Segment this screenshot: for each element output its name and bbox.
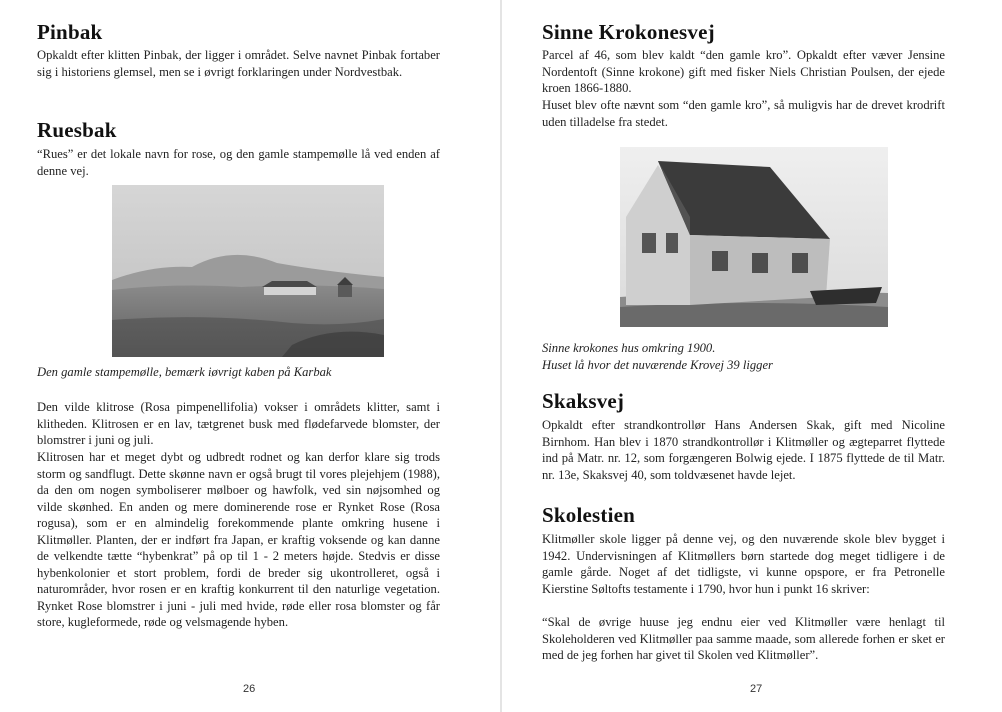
section-title-ruesbak: Ruesbak: [37, 118, 117, 142]
section-text-sinne-krokonesvej-2: Huset blev ofte nævnt som “den gamle kro”, så muligvis har de drevet krodrift uden tilladelse fra stedet.: [542, 98, 945, 129]
section-title-sinne-krokonesvej: Sinne Krokonesvej: [542, 20, 715, 44]
page-number-left: 26: [243, 683, 256, 695]
section-text-skolestien-1: Klitmøller skole ligger på denne vej, og den nuværende skole blev bygget i 1942. Undervisningen af Klitmøllers børn startede dog meget tidligere i de gamle gårde. Noget af det tidligste, vi kunne opspore, er fra Petronelle Kierstine Søltofts testamente i 1790, hvor hun i punkt 16 skriver:: [542, 532, 945, 596]
section-text-ruesbak: “Rues” er det lokale navn for rose, og den gamle stampemølle lå ved enden af denne vej.: [37, 147, 440, 178]
section-title-pinbak: Pinbak: [37, 20, 103, 44]
section-text-sinne-krokonesvej-1: Parcel af 46, som blev kaldt “den gamle kro”. Opkaldt efter væver Jensine Nordentoft (Sinne krokone) gift med fisker Niels Christian Poulsen, der ejede kroen 1866-1880.: [542, 48, 945, 95]
section-text-skolestien-2: “Skal de øvrige huuse jeg endnu eier ved Klitmøller være henlagt til Skoleholderen ved Klitmøller paa samme maade, som allerede forhen er sket er med de jeg forhen har givet til Skolen ved Klitmøller”.: [542, 615, 945, 662]
photo-sinne-krokones-hus: [620, 147, 888, 327]
photo-caption-line-2: Huset lå hvor det nuværende Krovej 39 ligger: [542, 358, 773, 372]
section-text-pinbak: Opkaldt efter klitten Pinbak, der ligger i området. Selve navnet Pinbak fortaber sig i historiens glemsel, men se i øvrigt forklaringen under Nordvestbak.: [37, 48, 440, 79]
body-paragraph-1: Den vilde klitrose (Rosa pimpenellifolia) vokser i områdets klitter, samt i klitheden. Klitrosen er en lav, tætgrenet busk med flødefarvede blomster, der blomstrer i juni og juli.: [37, 400, 440, 447]
section-text-skaksvej: Opkaldt efter strandkontrollør Hans Andersen Skak, gift med Nicoline Birnhom. Han blev i 1870 strandkontrollør i Klitmøller og ægteparret flyttede ind på Matr. nr. 12, som forgængeren Bolwig ejede. I 1875 flyttede de til Matr. nr. 13e, Skaksvej 40, som toldvæsenet havde lejet.: [542, 418, 945, 482]
right-page: [502, 0, 1002, 712]
page-number-right: 27: [750, 683, 763, 695]
photo-caption-line-1: Sinne krokones hus omkring 1900.: [542, 341, 716, 355]
body-paragraph-2: Klitrosen har et meget dybt og udbredt rodnet og kan derfor klare sig trods storm og sandflugt. Dette skønne navn er også brugt til vores plejehjem (1988), da den om nogen symboliserer mølboer og hawfolk, ved sin nøjsomhed og vilde skønhed. En anden og mere dominerende rose er Rynket Rose (Rosa rogusa), som er en almindelig forekommende plante omkring husene i Klitmøller. Planten, der er indført fra Japan, er kraftig voksende og kan danne de velkendte tætte “hybenkrat” på op til 1 - 2 meters højde. Stedvis er disse hybenkolonier et stort problem, fordi de breder sig ukontrolleret, også i naturområder, hvor rosen er en kraftig konkurrent til den naturlige vegetation. Rynket Rose blomstrer i juni - juli med hvide, røde eller rosa blomster og får store, kugleformede, røde og velsmagende hyben.: [37, 450, 440, 629]
section-title-skaksvej: Skaksvej: [542, 389, 625, 413]
photo-stampemolle: [112, 185, 384, 357]
photo-caption-stampemolle: Den gamle stampemølle, bemærk iøvrigt kaben på Karbak: [37, 365, 332, 379]
left-page: [0, 0, 500, 712]
section-title-skolestien: Skolestien: [542, 503, 636, 527]
